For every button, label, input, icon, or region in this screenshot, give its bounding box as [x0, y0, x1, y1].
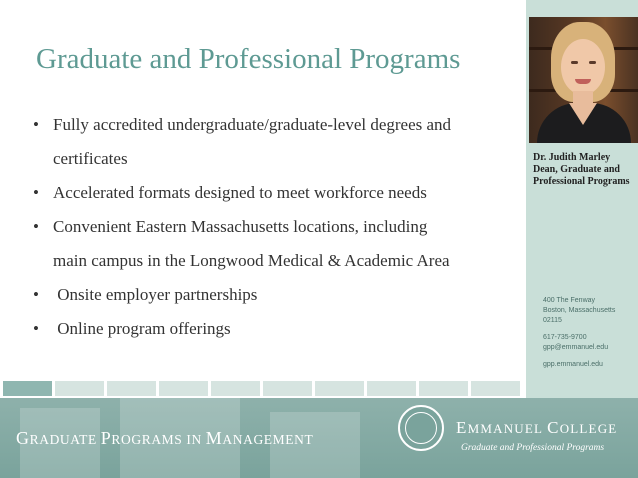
slide-tab-strip	[3, 381, 523, 396]
bullet-line: Online program offerings	[53, 319, 231, 338]
bullet-line: Convenient Eastern Massachusetts locations, including	[53, 217, 428, 236]
bullet-marker: •	[33, 319, 39, 338]
bullet-line: Accelerated formats designed to meet workforce needs	[53, 183, 427, 202]
slide-tab[interactable]	[263, 381, 312, 396]
portrait-mouth	[575, 79, 591, 84]
college-subtitle: Graduate and Professional Programs	[461, 443, 605, 453]
bullet-item	[33, 176, 503, 210]
slide-tab[interactable]	[211, 381, 260, 396]
photo-caption	[533, 152, 637, 188]
portrait-photo	[529, 17, 638, 143]
slide-title: Graduate and Professional Programs	[36, 43, 461, 75]
college-name: EMMANUEL COLLEGE	[456, 418, 618, 437]
website-block	[543, 360, 638, 370]
bullet-item	[33, 278, 503, 312]
caption-role: Dean, Graduate and	[533, 164, 620, 175]
slide-tab[interactable]	[107, 381, 156, 396]
slide-tab[interactable]	[367, 381, 416, 396]
portrait-eye	[589, 61, 596, 64]
address-line: Boston, Massachusetts	[543, 307, 616, 314]
bullet-line: main campus in the Longwood Medical & Academic Area	[53, 251, 450, 270]
bullet-marker: •	[33, 115, 39, 134]
caption-role: Professional Programs	[533, 176, 630, 187]
slide-tab[interactable]	[55, 381, 104, 396]
bullet-item	[33, 312, 503, 346]
slide-tab[interactable]	[471, 381, 520, 396]
bullet-list	[33, 108, 503, 346]
portrait-eye	[571, 61, 578, 64]
seal-inner-ring	[405, 412, 437, 444]
bullet-marker: •	[33, 285, 39, 304]
email-link[interactable]: gpp@emmanuel.edu	[543, 344, 609, 351]
bullet-marker: •	[33, 183, 39, 202]
website-link[interactable]: gpp.emmanuel.edu	[543, 361, 603, 368]
address-line: 02115	[543, 317, 562, 324]
bullet-line: Fully accredited undergraduate/graduate-level degrees and	[53, 115, 452, 134]
bullet-item	[33, 108, 503, 176]
phone-email-block	[543, 333, 638, 353]
slide-tab[interactable]	[159, 381, 208, 396]
portrait-face	[561, 39, 605, 95]
caption-name: Dr. Judith Marley	[533, 152, 611, 163]
slide-tab[interactable]	[315, 381, 364, 396]
address-line: 400 The Fenway	[543, 297, 596, 304]
bullet-line: Onsite employer partnerships	[53, 285, 258, 304]
address-block	[543, 296, 638, 326]
bullet-line: certificates	[53, 149, 128, 168]
slide-tab[interactable]	[419, 381, 468, 396]
slide-tab[interactable]	[3, 381, 52, 396]
contact-info	[543, 296, 638, 377]
bullet-marker: •	[33, 217, 39, 236]
bullet-item	[33, 210, 503, 278]
college-seal-icon	[398, 405, 444, 451]
department-name: GRADUATE PROGRAMS IN MANAGEMENT	[16, 428, 314, 448]
phone-number: 617-735-9700	[543, 334, 587, 341]
